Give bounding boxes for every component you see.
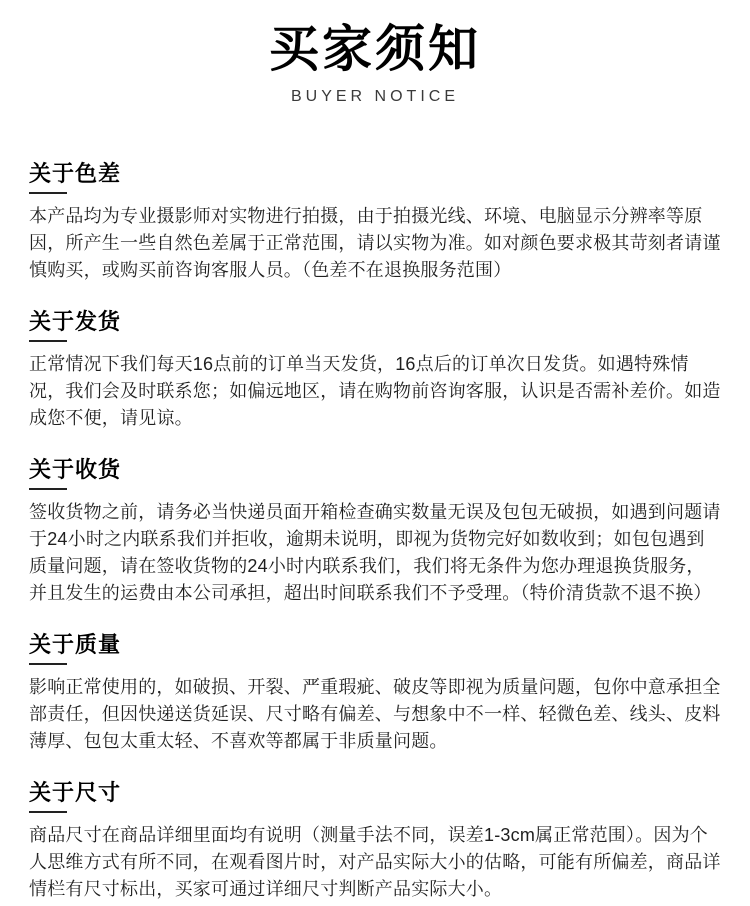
section-body-color-difference: 本产品均为专业摄影师对实物进行拍摄，由于拍摄光线、环境、电脑显示分辨率等原因，所产生一些自然色差属于正常范围，请以实物为准。如对颜色要求极其苛刻者请谨慎购买，或购买前咨询客服人员。（色差不在退换服务范围）: [29, 206, 721, 280]
heading-underline: [29, 340, 67, 342]
notice-sections: [29, 162, 721, 903]
section-size: [29, 781, 721, 903]
heading-underline: [29, 192, 67, 194]
page-title: 买家须知: [269, 21, 481, 77]
page-subtitle: BUYER NOTICE: [290, 88, 459, 105]
heading-underline: [29, 663, 67, 665]
section-quality: [29, 633, 721, 755]
section-body-receiving: 签收货物之前，请务必当快递员面开箱检查确实数量无误及包包无破损，如遇到问题请于24小时之内联系我们并拒收，逾期未说明，即视为货物完好如数收到；如包包遇到质量问题，请在签收货物的24小时内联系我们，我们将无条件为您办理退换货服务，并且发生的运费由本公司承担，超出时间联系我们不予受理。（特价清货款不退不换）: [29, 502, 721, 603]
section-heading-shipping: 关于发货: [29, 309, 122, 334]
section-body-shipping: 正常情况下我们每天16点前的订单当天发货，16点后的订单次日发货。如遇特殊情况，我们会及时联系您；如偏远地区，请在购物前咨询客服，认识是否需补差价。如造成您不便，请见谅。: [29, 354, 721, 428]
section-heading-size: 关于尺寸: [29, 780, 122, 805]
buyer-notice-page: [29, 0, 721, 903]
section-shipping: [29, 310, 721, 432]
heading-underline: [29, 488, 67, 490]
section-body-size: 商品尺寸在商品详细里面均有说明（测量手法不同，误差1-3cm属正常范围）。因为个人思维方式有所不同，在观看图片时，对产品实际大小的估略，可能有所偏差，商品详情栏有尺寸标出，买家可通过详细尺寸判断产品实际大小。: [29, 825, 721, 899]
section-heading-receiving: 关于收货: [29, 457, 122, 482]
section-color-difference: [29, 162, 721, 284]
heading-underline: [29, 811, 67, 813]
section-heading-quality: 关于质量: [29, 632, 122, 657]
page-header: [29, 22, 721, 106]
section-body-quality: 影响正常使用的，如破损、开裂、严重瑕疵、破皮等即视为质量问题，包你中意承担全部责任，但因快递送货延误、尺寸略有偏差、与想象中不一样、轻微色差、线头、皮料薄厚、包包太重太轻、不喜欢等都属于非质量问题。: [29, 677, 721, 751]
section-receiving: [29, 458, 721, 607]
section-heading-color-difference: 关于色差: [29, 161, 122, 186]
